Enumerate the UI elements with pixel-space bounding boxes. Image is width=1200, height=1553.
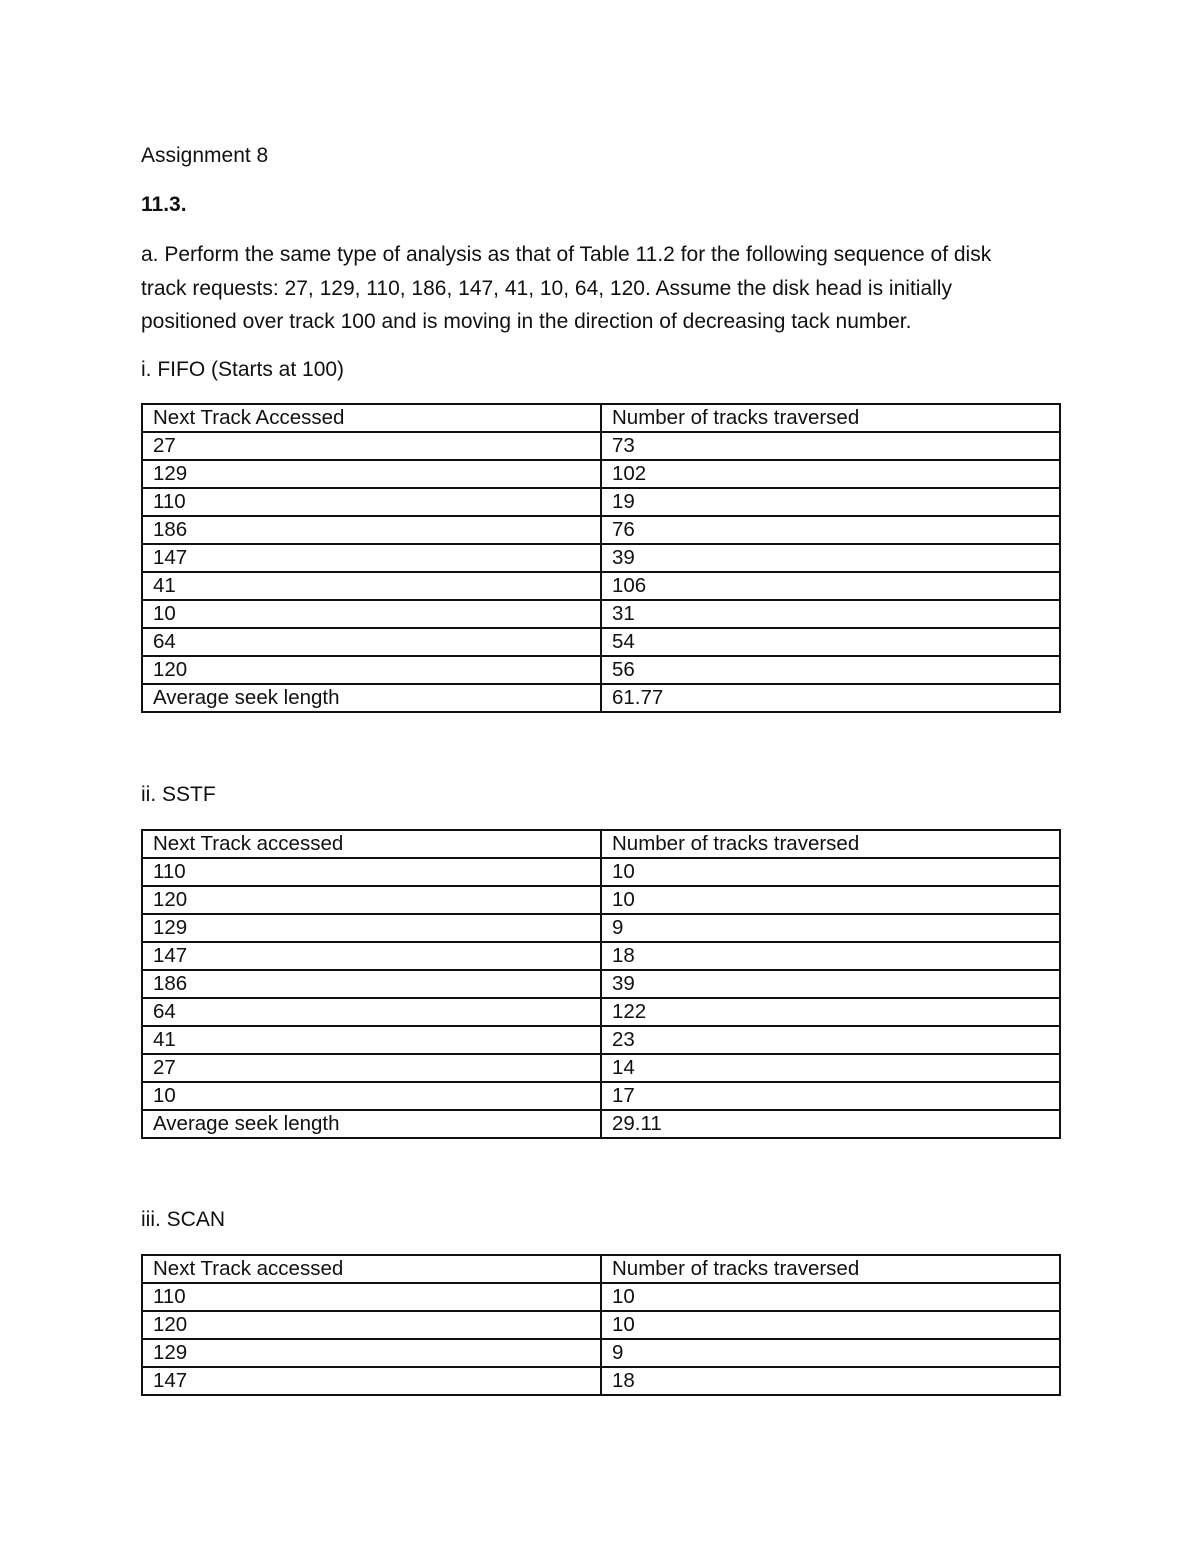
cell-tracks-traversed: 18 [601, 1367, 1060, 1395]
cell-tracks-traversed: 10 [601, 858, 1060, 886]
table-row [142, 1367, 1060, 1395]
table-row [142, 886, 1060, 914]
cell-tracks-traversed: 31 [601, 600, 1060, 628]
table-row [142, 1283, 1060, 1311]
table-row [142, 460, 1060, 488]
cell-next-track: 186 [142, 516, 601, 544]
table-header-row [142, 1255, 1060, 1283]
document-title: Assignment 8 [141, 144, 269, 167]
cell-next-track: 27 [142, 432, 601, 460]
fifo-section-label: i. FIFO (Starts at 100) [141, 358, 345, 381]
table-row [142, 914, 1060, 942]
cell-tracks-traversed: 106 [601, 572, 1060, 600]
cell-next-track: 120 [142, 1311, 601, 1339]
cell-next-track: 186 [142, 970, 601, 998]
cell-next-track: 10 [142, 600, 601, 628]
header-next-track: Next Track Accessed [142, 404, 601, 432]
table-row [142, 544, 1060, 572]
table-header-row [142, 830, 1060, 858]
table-row [142, 1110, 1060, 1138]
cell-tracks-traversed: 10 [601, 886, 1060, 914]
table-row [142, 488, 1060, 516]
cell-next-track: 120 [142, 656, 601, 684]
cell-tracks-traversed: 29.11 [601, 1110, 1060, 1138]
cell-tracks-traversed: 56 [601, 656, 1060, 684]
sstf-section-label: ii. SSTF [141, 783, 216, 806]
table-row [142, 516, 1060, 544]
scan-table [141, 1254, 1061, 1396]
sstf-table [141, 829, 1061, 1139]
cell-tracks-traversed: 61.77 [601, 684, 1060, 712]
cell-next-track: 10 [142, 1082, 601, 1110]
table-row [142, 1311, 1060, 1339]
cell-tracks-traversed: 14 [601, 1054, 1060, 1082]
cell-tracks-traversed: 73 [601, 432, 1060, 460]
question-line: a. Perform the same type of analysis as that of Table 11.2 for the following sequence of disk [141, 243, 992, 266]
question-line: track requests: 27, 129, 110, 186, 147, 41, 10, 64, 120. Assume the disk head is initially [141, 276, 952, 300]
table-row [142, 942, 1060, 970]
cell-next-track: 147 [142, 942, 601, 970]
table-row [142, 656, 1060, 684]
cell-next-track: 110 [142, 488, 601, 516]
question-line: positioned over track 100 and is moving in the direction of decreasing tack number. [141, 310, 912, 333]
fifo-table [141, 403, 1061, 713]
table-row [142, 1026, 1060, 1054]
table-header-row [142, 404, 1060, 432]
cell-next-track: 41 [142, 1026, 601, 1054]
cell-tracks-traversed: 10 [601, 1283, 1060, 1311]
table-row [142, 1339, 1060, 1367]
cell-next-track: Average seek length [142, 684, 601, 712]
header-next-track: Next Track accessed [142, 830, 601, 858]
cell-tracks-traversed: 18 [601, 942, 1060, 970]
cell-tracks-traversed: 54 [601, 628, 1060, 656]
cell-next-track: 129 [142, 460, 601, 488]
cell-tracks-traversed: 102 [601, 460, 1060, 488]
table-row [142, 432, 1060, 460]
table-row [142, 684, 1060, 712]
cell-tracks-traversed: 19 [601, 488, 1060, 516]
cell-next-track: 110 [142, 858, 601, 886]
table-row [142, 572, 1060, 600]
cell-tracks-traversed: 23 [601, 1026, 1060, 1054]
cell-tracks-traversed: 39 [601, 544, 1060, 572]
header-tracks-traversed: Number of tracks traversed [601, 404, 1060, 432]
problem-number: 11.3. [141, 193, 187, 216]
table-row [142, 600, 1060, 628]
cell-next-track: 147 [142, 544, 601, 572]
cell-next-track: 41 [142, 572, 601, 600]
table-row [142, 1054, 1060, 1082]
cell-tracks-traversed: 39 [601, 970, 1060, 998]
cell-tracks-traversed: 17 [601, 1082, 1060, 1110]
cell-next-track: 64 [142, 998, 601, 1026]
header-tracks-traversed: Number of tracks traversed [601, 1255, 1060, 1283]
table-row [142, 628, 1060, 656]
cell-next-track: Average seek length [142, 1110, 601, 1138]
cell-next-track: 110 [142, 1283, 601, 1311]
table-row [142, 1082, 1060, 1110]
table-row [142, 998, 1060, 1026]
header-tracks-traversed: Number of tracks traversed [601, 830, 1060, 858]
question-text [141, 238, 1071, 339]
cell-next-track: 129 [142, 914, 601, 942]
cell-next-track: 147 [142, 1367, 601, 1395]
cell-next-track: 120 [142, 886, 601, 914]
cell-next-track: 27 [142, 1054, 601, 1082]
cell-tracks-traversed: 9 [601, 1339, 1060, 1367]
table-row [142, 858, 1060, 886]
scan-section-label: iii. SCAN [141, 1208, 226, 1231]
cell-tracks-traversed: 76 [601, 516, 1060, 544]
cell-tracks-traversed: 122 [601, 998, 1060, 1026]
cell-next-track: 64 [142, 628, 601, 656]
cell-tracks-traversed: 10 [601, 1311, 1060, 1339]
cell-tracks-traversed: 9 [601, 914, 1060, 942]
header-next-track: Next Track accessed [142, 1255, 601, 1283]
table-row [142, 970, 1060, 998]
cell-next-track: 129 [142, 1339, 601, 1367]
